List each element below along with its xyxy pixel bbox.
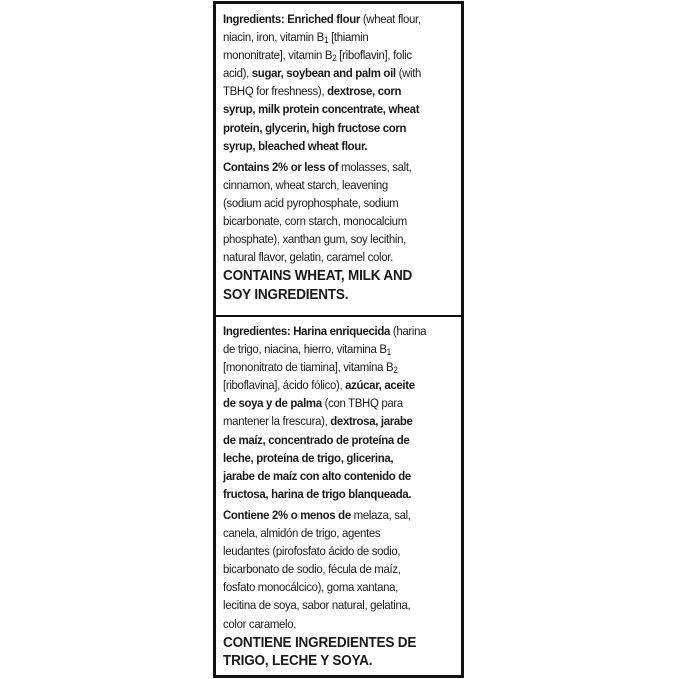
text-span: natural flavor, gelatin, caramel color. [223,250,393,265]
english-section [223,10,457,304]
bold-text: de soya y de palma [223,396,322,411]
bold-text: syrup, bleached wheat flour. [223,138,368,153]
text-span: cinnamon, wheat starch, leavening [223,177,388,192]
bold-text: leche, proteína de trigo, glicerina, [223,450,394,465]
text-span: [thiamin [328,30,369,45]
section-divider [216,315,461,317]
spanish-section [223,322,457,671]
spanish-ingredients-paragraph [223,322,457,503]
subscript: 2 [393,365,398,376]
ingredientes-heading: Ingredientes: Harina enriquecida [223,324,391,338]
text-span: lecitina de soya, sabor natural, gelatina, [223,598,411,613]
text-span: melaza, sal, [350,507,411,522]
text-span: acid), [223,66,252,81]
bold-text: jarabe de maíz con alto contenido de [223,468,411,483]
text-span: phosphate), xanthan gum, soy lecithin, [223,232,406,247]
text-span: de trigo, niacina, hierro, vitamina B [223,342,387,357]
text-span: bicarbonate, corn starch, monocalcium [223,214,407,229]
text-span: (con TBHQ para [321,396,403,411]
ingredient-label-panel [213,1,464,678]
text-span: [riboflavina], ácido fólico), [223,378,346,393]
text-span: [mononitrato de tiamina], vitamina B [223,360,394,375]
bold-text: dextrose, corn [327,84,402,99]
contains-heading: Contains 2% or less of [223,159,339,174]
spanish-contains-paragraph [223,506,457,633]
text-span: CONTIENE INGREDIENTES DE [223,634,417,651]
text-span: CONTAINS WHEAT, MILK AND [223,268,413,285]
text-span: fosfato monocálcico), goma xantana, [223,580,399,595]
bold-text: protein, glycerin, high fructose corn [223,120,407,135]
text-span: (sodium acid pyrophosphate, sodium [223,195,399,210]
ingredients-heading: Ingredients: Enriched flour [223,12,360,26]
text-span: niacin, iron, vitamin B [223,30,324,45]
text-span: (harina [390,324,427,338]
english-ingredients-paragraph [223,10,457,155]
text-span: mantener la frescura), [223,414,331,429]
text-span: TBHQ for freshness), [223,84,328,99]
text-span: [riboflavin], folic [336,48,412,63]
text-span: TRIGO, LECHE Y SOYA. [223,653,373,670]
bold-text: sugar, soybean and palm oil [251,66,396,81]
contiene-heading: Contiene 2% o menos de [223,507,351,522]
text-span: color caramelo. [223,616,297,631]
bold-text: azúcar, aceite [345,378,415,393]
english-allergen-statement [223,267,458,304]
text-span: SOY INGREDIENTS. [223,286,349,303]
text-span: leudantes (pirofosfato ácido de sodio, [223,544,401,559]
text-span: canela, almidón de trigo, agentes [223,526,381,541]
text-span: mononitrate], vitamin B [223,48,333,63]
subscript: 2 [332,53,337,64]
spanish-allergen-statement [223,634,458,671]
subscript: 1 [386,347,391,358]
text-span: molasses, salt, [338,159,412,174]
bold-text: dextrosa, jarabe [330,414,413,429]
bold-text: syrup, milk protein concentrate, wheat [223,102,420,117]
subscript: 1 [323,35,329,46]
english-contains-paragraph [223,158,457,267]
bold-text: de maíz, concentrado de proteína de [223,432,410,447]
text-span: (with [395,66,422,81]
text-span: (wheat flour, [359,12,421,26]
text-span: bicarbonato de sodio, fécula de maíz, [223,562,401,577]
bold-text: fructosa, harina de trigo blanqueada. [223,486,412,501]
